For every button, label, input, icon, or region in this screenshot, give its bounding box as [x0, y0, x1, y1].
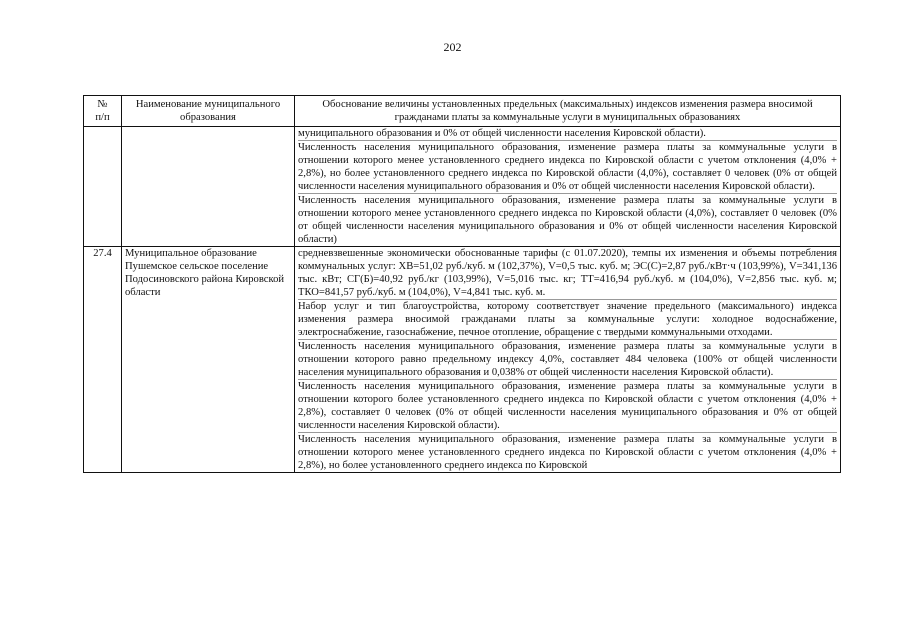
row-num: 27.4 — [84, 247, 122, 473]
header-basis: Обоснование величины установленных предельных (максимальных) индексов изменения размера вносимой гражданами платы за коммунальные услуги в муниципальных образованиях — [295, 96, 841, 127]
row-name: Муниципальное образование Пушемское сельское поселение Подосиновского района Кировской области — [122, 247, 295, 473]
basis-paragraph: Численность населения муниципального образования, изменение размера платы за коммунальные услуги в отношении которого равно предельному индексу 4,0%, составляет 484 человека (100% от общей численности населения муниципального образования и 0,038% от общей численности населения Кировской области). — [298, 341, 837, 378]
table-row — [84, 127, 841, 247]
basis-paragraph: муниципального образования и 0% от общей численности населения Кировской области). — [298, 127, 837, 141]
row-num — [84, 127, 122, 247]
row-basis — [295, 247, 841, 473]
basis-paragraph: Численность населения муниципального образования, изменение размера платы за коммунальные услуги в отношении которого менее установленного среднего индекса по Кировской области (4,0%), составляет 0 человек (0% от общей численности населения муниципального образования и 0% от общей численности населения Кировской области) — [298, 195, 837, 245]
basis-paragraph: средневзвешенные экономически обоснованные тарифы (с 01.07.2020), темпы их изменения и объемы потребления коммунальных услуг: ХВ=51,02 руб./куб. м (102,37%), V=0,5 тыс. куб. м; ЭС(С)=2,87 руб./кВт·ч (103,99%), V=341,136 тыс. кВт; СГ(Б)=40,92 руб./кг (103,99%), V=5,016 тыс. кг; ТТ=416,94 руб./куб. м (104,0%), V=2,856 тыс. куб. м; ТКО=841,57 руб./куб. м (104,0%), V=4,841 тыс. куб. м. — [298, 248, 837, 298]
table-header-row — [84, 96, 841, 127]
header-num: № п/п — [84, 96, 122, 127]
basis-paragraph: Численность населения муниципального образования, изменение размера платы за коммунальные услуги в отношении которого менее установленного среднего индекса по Кировской области с учетом отклонения (4,0% + 2,8%), но более установленного среднего индекса по Кировской области (4,0%), составляет 0 человек (0% от общей численности населения муниципального образования и 0% от общей численности населения Кировской области). — [298, 142, 837, 192]
indices-table — [83, 95, 841, 473]
basis-paragraph: Численность населения муниципального образования, изменение размера платы за коммунальные услуги в отношении которого менее установленного среднего индекса по Кировской области с учетом отклонения (4,0% + 2,8%), но более установленного среднего индекса по Кировской — [298, 434, 837, 471]
page-number: 202 — [443, 40, 462, 54]
basis-paragraph: Численность населения муниципального образования, изменение размера платы за коммунальные услуги в отношении которого более установленного среднего индекса по Кировской области с учетом отклонения (4,0% + 2,8%), составляет 0 человек (0% от общей численности населения муниципального образования и 0% от общей численности населения Кировской области). — [298, 381, 837, 431]
row-basis — [295, 127, 841, 247]
table-row — [84, 247, 841, 473]
header-name: Наименование муниципального образования — [122, 96, 295, 127]
row-name — [122, 127, 295, 247]
basis-paragraph: Набор услуг и тип благоустройства, которому соответствует значение предельного (максимального) индекса изменения размера вносимой гражданами платы за коммунальные услуги: холодное водоснабжение, электроснабжение, газоснабжение, печное отопление, обращение с твердыми коммунальными отходами. — [298, 301, 837, 338]
